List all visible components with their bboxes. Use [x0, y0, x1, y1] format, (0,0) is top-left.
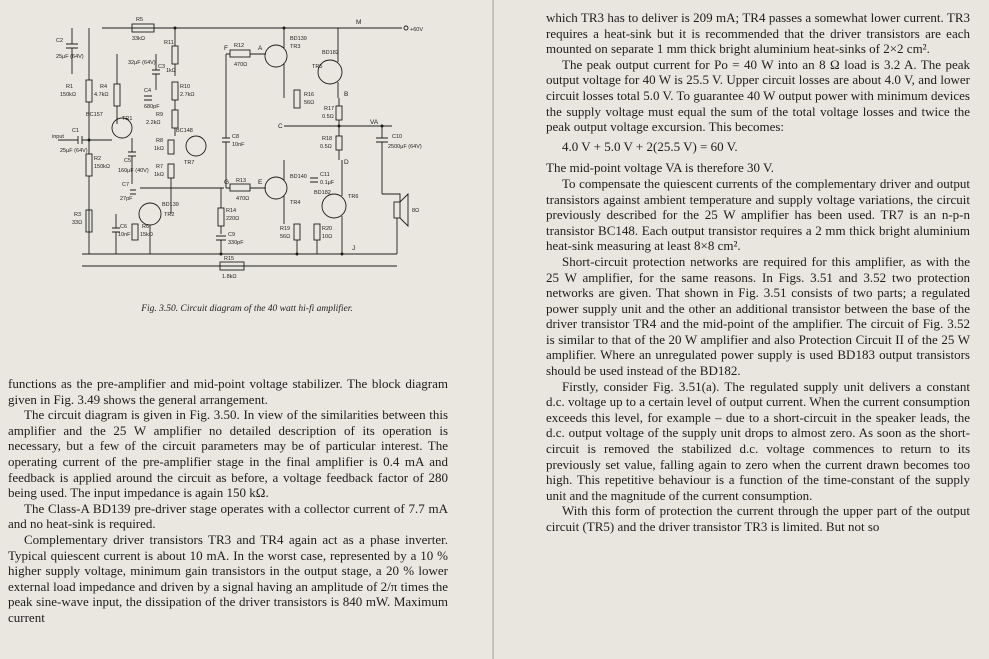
left-body-text — [8, 376, 448, 626]
label-r15: R15 — [224, 256, 235, 262]
paragraph: The circuit diagram is given in Fig. 3.50. In view of the similarities between this amplifier and the 25 W amplifier no detailed description of its operation is necessary, but a few of the circuit parameters may be of particular interest. The operating current of the pre-amplifier stage in the final amplifier is 0.4 mA and feedback is applied around the circuit as before, a voltage feedback factor of 280 being used. The input impedance is again 150 kΩ. — [8, 407, 448, 501]
paragraph: The Class-A BD139 pre-driver stage operates with a collector current of 7.7 mA and no heat-sink is required. — [8, 500, 448, 532]
label-r1: R1 — [66, 84, 74, 90]
label-c11-value: 0.1μF — [320, 180, 335, 186]
label-bc148: BC148 — [176, 128, 193, 134]
label-r7-value: 1kΩ — [154, 172, 164, 178]
label-c10: C10 — [392, 134, 403, 140]
label-c7: C7 — [122, 182, 130, 188]
label-node-f: F — [224, 45, 228, 52]
label-bd182-top: BD182 — [322, 50, 339, 56]
label-node-e: E — [258, 179, 263, 186]
resistor-r8 — [168, 140, 174, 154]
label-c5-value: 160μF (40V) — [118, 168, 149, 174]
label-r3-value: 33Ω — [72, 220, 83, 226]
label-c2: C2 — [56, 38, 64, 44]
label-c8-value: 10nF — [232, 142, 245, 148]
circuit-diagram — [52, 14, 432, 284]
paragraph: To compensate the quiescent currents of the complementary driver and output transistors against ambient temperature and supply voltage variations, the circuit previously described for the 25 W amplifier has been used. TR7 is an n-p-n transistor BC148. Each output transistor requires a 2 mm thick bright aluminium heat-sink measuring at least 8×8 cm². — [546, 175, 970, 254]
label-r4-value: 4.7kΩ — [94, 92, 109, 98]
label-node-c: C — [278, 123, 283, 130]
label-r14: R14 — [226, 208, 237, 214]
label-r2-value: 150kΩ — [94, 164, 111, 170]
label-r18: R18 — [322, 136, 333, 142]
label-bc157: BC157 — [86, 112, 103, 118]
speaker — [394, 202, 400, 218]
label-node-j: J — [352, 245, 356, 252]
right-body-text — [546, 10, 970, 535]
transistor-tr6 — [322, 194, 346, 218]
label-r17: R17 — [324, 106, 335, 112]
label-bd139-bottom: BD139 — [162, 202, 179, 208]
label-c6: C6 — [120, 224, 128, 230]
label-r16: R16 — [304, 92, 315, 98]
equation: 4.0 V + 5.0 V + 2(25.5 V) = 60 V. — [562, 138, 738, 154]
label-node-d: D — [344, 159, 349, 166]
label-r13: R13 — [236, 178, 247, 184]
label-r5-value: 33kΩ — [132, 36, 145, 42]
label-speaker: 8Ω — [412, 208, 420, 214]
paragraph: which TR3 has to deliver is 209 mA; TR4 passes a somewhat lower current. TR3 requires a heat-sink but it is recommended that the driver transistors are each mounted on separate 1 mm thick bright aluminium heat-sinks of 2×2 cm². — [546, 10, 970, 57]
transistor-tr2 — [139, 203, 161, 225]
paragraph: With this form of protection the current through the upper part of the output circuit (TR5) and the driver transistor TR3 is limited. But not so — [546, 503, 970, 534]
paragraph: The peak output current for Po = 40 W into an 8 Ω load is 3.2 A. The peak output voltage for 40 W is 25.5 V. Upper circuit losses are about 4.0 V, and lower circuit losses total 5.0 V. To guarantee 40 W output power with minimum devices the supply voltage must equal the sum of the total voltage losses and twice the peak output voltage excursion. This becomes: — [546, 56, 970, 135]
label-node-a: A — [258, 45, 263, 52]
resistor-r19 — [294, 224, 300, 240]
label-bd182-bottom: BD182 — [314, 190, 331, 196]
label-tr4: TR4 — [290, 200, 301, 206]
label-r1-value: 150kΩ — [60, 92, 77, 98]
label-c7-value: 27pF — [120, 196, 133, 202]
label-c6-value: 10nF — [118, 232, 131, 238]
label-supply: +60V — [410, 27, 423, 33]
label-node-m: M — [356, 19, 362, 26]
label-c2-value: 25μF (64V) — [56, 54, 84, 60]
label-tr2: TR2 — [164, 212, 175, 218]
label-tr6: TR6 — [348, 194, 359, 200]
label-node-g: G — [224, 179, 230, 186]
label-c9: C9 — [228, 232, 236, 238]
label-r4: R4 — [100, 84, 108, 90]
paragraph: Complementary driver transistors TR3 and TR4 again act as a phase inverter. Typical quiescent current is about 10 mA. In the worst case, represented by a 10 % higher supply voltage, minimum gain transistors in the output stage, a 20 % lower external load impedance and driven by a signal having an amplitude of 2/π times the peak sine-wave input, the dissipation of the driver transistors is 840 mW. Maximum current — [8, 531, 448, 625]
label-r8-value: 1kΩ — [154, 146, 164, 152]
resistor-r1 — [86, 80, 92, 102]
label-r16-value: 56Ω — [304, 100, 315, 106]
label-r17-value: 0.5Ω — [322, 114, 334, 120]
label-r10: R10 — [180, 84, 191, 90]
label-va: VA — [370, 119, 379, 126]
label-r11-value: 1kΩ — [166, 68, 176, 74]
label-r6: R6 — [142, 224, 150, 230]
paragraph: The mid-point voltage VA is therefore 30 V. — [546, 160, 774, 176]
resistor-r17 — [336, 106, 342, 120]
resistor-r11 — [172, 46, 178, 64]
label-tr3: TR3 — [290, 44, 301, 50]
label-c11: C11 — [320, 172, 330, 178]
label-c1-value: 25μF (64V) — [60, 148, 88, 154]
resistor-r13 — [230, 184, 250, 191]
label-r7: R7 — [156, 164, 164, 170]
resistor-r10 — [172, 82, 178, 100]
label-r9: R9 — [156, 112, 164, 118]
label-r14-value: 220Ω — [226, 216, 240, 222]
label-c4: C4 — [144, 88, 152, 94]
label-r13-value: 470Ω — [236, 196, 250, 202]
label-r3: R3 — [74, 212, 82, 218]
label-bd139-top: BD139 — [290, 36, 307, 42]
label-r20-value: 10Ω — [322, 234, 333, 240]
label-tr1: TR1 — [122, 116, 133, 122]
resistor-r14 — [218, 208, 224, 226]
label-c3-value: 32μF (64V) — [128, 60, 156, 66]
label-tr5: TR5 — [312, 64, 323, 70]
label-r10-value: 2.7kΩ — [180, 92, 195, 98]
label-r6-value: 15kΩ — [140, 232, 153, 238]
label-c9-value: 330pF — [228, 240, 244, 246]
label-r9-value: 2.2kΩ — [146, 120, 161, 126]
right-page — [494, 0, 989, 659]
label-r8: R8 — [156, 138, 164, 144]
resistor-r2 — [86, 154, 92, 176]
label-r2: R2 — [94, 156, 102, 162]
label-r12-value: 470Ω — [234, 62, 248, 68]
transistor-tr7 — [186, 136, 206, 156]
resistor-r6 — [132, 224, 138, 240]
resistor-r16 — [294, 90, 300, 108]
label-r19-value: 56Ω — [280, 234, 291, 240]
label-input: input — [52, 134, 64, 140]
label-r18-value: 0.5Ω — [320, 144, 332, 150]
label-bd140: BD140 — [290, 174, 307, 180]
label-c10-value: 2500μF (64V) — [388, 144, 422, 150]
label-r12: R12 — [234, 43, 245, 49]
label-r11: R11 — [164, 40, 174, 46]
label-node-b: B — [344, 91, 349, 98]
resistor-r7 — [168, 164, 174, 178]
resistor-r18 — [336, 136, 342, 150]
label-r20: R20 — [322, 226, 333, 232]
resistor-r4 — [114, 84, 120, 106]
label-tr7: TR7 — [184, 160, 195, 166]
resistor-r12 — [230, 50, 250, 57]
resistor-r20 — [314, 224, 320, 240]
label-c4-value: 680pF — [144, 104, 160, 110]
transistor-tr4 — [265, 177, 287, 199]
paragraph: Firstly, consider Fig. 3.51(a). The regulated supply unit delivers a constant d.c. voltage up to a certain level of output current. When the current consumption exceeds this level, for example – due to a short-circuit in the speaker leads, the d.c. output voltage of the supply unit drops to almost zero. As soon as the short-circuit is removed the stabilized d.c. voltage commences to return to its previously set value, falling again to zero when the current drawn becomes too high. This repetitive behaviour is a function of the time-constant of the supply unit and the magnitude of the current consumption. — [546, 378, 970, 503]
resistor-r9 — [172, 110, 178, 128]
transistor-tr3 — [265, 45, 287, 67]
paragraph: functions as the pre-amplifier and mid-point voltage stabilizer. The block diagram given in Fig. 3.49 shows the general arrangement. — [8, 376, 448, 407]
figure-caption: Fig. 3.50. Circuit diagram of the 40 watt hi-fi amplifier. — [141, 304, 353, 314]
label-r19: R19 — [280, 226, 291, 232]
label-c5: C5 — [124, 158, 132, 164]
label-r15-value: 1.8kΩ — [222, 274, 237, 280]
label-r5: R5 — [136, 17, 144, 23]
paragraph: Short-circuit protection networks are required for this amplifier, as with the 25 W amplifier, for the same reasons. In Figs. 3.51 and 3.52 two protection networks are given. That shown in Fig. 3.51 consists of two parts; a regulated power supply unit and the other an additional transistor between the base of the driver transistor TR4 and the mid-point of the amplifier. The circuit of Fig. 3.52 is similar to that of the 20 W amplifier and also Protection Circuit II of the 25 W amplifier. Where an unregulated power supply is used BD183 output transistors should be used instead of the BD182. — [546, 253, 970, 379]
label-c3: C3 — [158, 64, 166, 70]
left-page — [0, 0, 494, 659]
label-c8: C8 — [232, 134, 240, 140]
label-c1: C1 — [72, 128, 80, 134]
